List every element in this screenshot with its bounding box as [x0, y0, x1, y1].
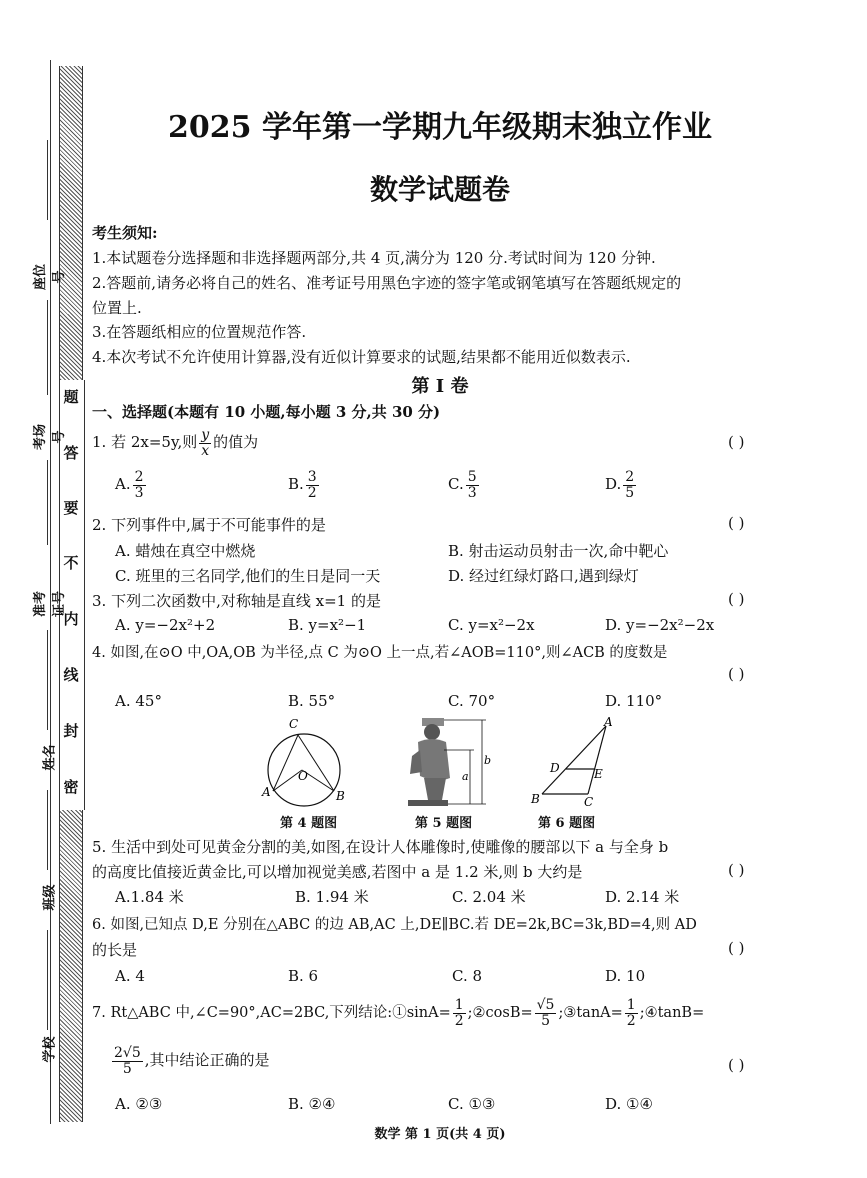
exam-room-line[interactable]: [47, 300, 48, 395]
q1-option-c[interactable]: C. $\frac{5}{3}$: [448, 469, 477, 501]
question-6-line2: 的长是: [92, 941, 138, 959]
question-1-stem: [92, 428, 258, 458]
figure-5-statue: [400, 716, 495, 810]
notice-item: 4.本次考试不允许使用计算器,没有近似计算要求的试题,结果都不能用近似数表示.: [92, 348, 631, 366]
page-title: 2025 学年第一学期九年级期末独立作业: [168, 110, 712, 145]
answer-paren[interactable]: ( ): [728, 433, 745, 451]
q5-option-a[interactable]: A.1.84 米: [115, 888, 184, 906]
q7-option-b[interactable]: B. ②④: [288, 1095, 336, 1113]
q5-option-c[interactable]: C. 2.04 米: [452, 888, 526, 906]
notice-heading: 考生须知:: [92, 224, 158, 242]
notice-item: 2.答题前,请务必将自己的姓名、准考证号用黑色字迹的签字笔或钢笔填写在答题纸规定的: [92, 274, 682, 292]
answer-paren[interactable]: ( ): [728, 590, 745, 608]
q6-option-a[interactable]: A. 4: [115, 967, 145, 985]
figure-4-circle: [258, 714, 358, 812]
seal-char: 线: [63, 666, 79, 684]
seal-char: 内: [63, 610, 79, 628]
seal-char: 答: [63, 444, 79, 462]
q5-option-b[interactable]: B. 1.94 米: [295, 888, 369, 906]
answer-paren[interactable]: ( ): [728, 861, 745, 879]
exam-room-label: 考场号: [33, 424, 67, 451]
question-3-stem: 3. 下列二次函数中,对称轴是直线 x=1 的是: [92, 592, 381, 610]
answer-paren[interactable]: ( ): [728, 665, 745, 683]
notice-item: 3.在答题纸相应的位置规范作答.: [92, 323, 307, 341]
question-6-line1: 6. 如图,已知点 D,E 分别在△ABC 的边 AB,AC 上,DE∥BC.若 DE=2k,BC=3k,BD=4,则 AD: [92, 917, 697, 933]
school-label: 学校: [42, 1036, 58, 1063]
q3-option-d[interactable]: D. y=−2x²−2x: [605, 616, 715, 634]
fig5-label-b: b: [484, 754, 492, 767]
q6-option-b[interactable]: B. 6: [288, 967, 319, 985]
question-7-line1: 7. Rt△ABC 中,∠C=90°,AC=2BC,下列结论:①sinA= $\frac{1}{2}$ ;②cosB= $\frac{√5}{5}$ ;③tanA= $\frac{1}{2}$ ;④tanB=: [92, 997, 705, 1029]
figure-4-caption: 第 4 题图: [280, 816, 338, 831]
seal-char: 封: [63, 722, 79, 740]
answer-paren[interactable]: ( ): [728, 939, 745, 957]
fig4-label-c: C: [289, 717, 299, 731]
class-label: 班级: [42, 884, 58, 911]
seal-char: 要: [63, 499, 79, 517]
seal-char: 题: [63, 388, 79, 406]
q4-option-d[interactable]: D. 110°: [605, 692, 663, 710]
q2-option-a[interactable]: A. 蜡烛在真空中燃烧: [115, 542, 256, 560]
q1-option-b[interactable]: B. $\frac{3}{2}$: [288, 469, 317, 501]
fig4-label-o: O: [298, 769, 308, 783]
question-4-stem: 4. 如图,在⊙O 中,OA,OB 为半径,点 C 为⊙O 上一点,若∠AOB=110°,则∠ACB 的度数是: [92, 645, 668, 661]
q6-option-c[interactable]: C. 8: [452, 967, 483, 985]
q1-stem-b: 的值为: [213, 433, 259, 452]
seal-char: 密: [63, 778, 79, 796]
volume-heading: 第 I 卷: [411, 376, 469, 397]
q6-option-d[interactable]: D. 10: [605, 967, 646, 985]
question-5-line1: 5. 生活中到处可见黄金分割的美,如图,在设计人体雕像时,使雕像的腰部以下 a 与全身 b: [92, 838, 669, 856]
q7-fraction-tanB: $\frac{2√5}{5}$: [114, 1045, 141, 1077]
fig6-label-e: E: [594, 767, 603, 781]
page-subtitle: 数学试题卷: [369, 173, 510, 206]
page-footer: 数学 第 1 页(共 4 页): [374, 1127, 506, 1142]
answer-paren[interactable]: ( ): [728, 514, 745, 532]
fig4-label-a: A: [262, 785, 271, 799]
section-heading: 一、选择题(本题有 10 小题,每小题 3 分,共 30 分): [92, 403, 441, 421]
fig6-label-c: C: [584, 795, 594, 809]
q5-option-d[interactable]: D. 2.14 米: [605, 888, 680, 906]
q3-option-c[interactable]: C. y=x²−2x: [448, 616, 535, 634]
q3-option-b[interactable]: B. y=x²−1: [288, 616, 367, 634]
q7-option-a[interactable]: A. ②③: [115, 1095, 163, 1113]
school-line[interactable]: [47, 930, 48, 1030]
q2-option-b[interactable]: B. 射击运动员射击一次,命中靶心: [448, 542, 669, 560]
name-line[interactable]: [47, 630, 48, 730]
answer-paren[interactable]: ( ): [728, 1056, 745, 1074]
figure-6-caption: 第 6 题图: [538, 816, 596, 831]
q2-option-d[interactable]: D. 经过红绿灯路口,遇到绿灯: [448, 567, 639, 585]
exam-id-label: 准考证号: [33, 591, 67, 618]
figure-5-caption: 第 5 题图: [415, 816, 473, 831]
figure-6-triangle: [528, 716, 618, 810]
notice-item: 1.本试题卷分选择题和非选择题两部分,共 4 页,满分为 120 分.考试时间为 120 分钟.: [92, 249, 656, 267]
q7-option-c[interactable]: C. ①③: [448, 1095, 496, 1113]
fig6-label-a: A: [604, 716, 613, 729]
q2-option-c[interactable]: C. 班里的三名同学,他们的生日是同一天: [115, 567, 381, 585]
fig6-label-b: B: [531, 792, 540, 806]
fig4-label-b: B: [336, 789, 345, 803]
q3-option-a[interactable]: A. y=−2x²+2: [115, 616, 216, 634]
fig5-label-a: a: [462, 770, 469, 783]
name-label: 姓名: [42, 744, 58, 771]
question-5-line2: 的高度比值接近黄金比,可以增加视觉美感,若图中 a 是 1.2 米,则 b 大约是: [92, 863, 583, 881]
q1-stem-a: 1. 若 2x=5y,则: [92, 433, 198, 452]
q7-option-d[interactable]: D. ①④: [605, 1095, 653, 1113]
question-2-stem: 2. 下列事件中,属于不可能事件的是: [92, 516, 326, 534]
exam-id-line[interactable]: [47, 460, 48, 545]
seat-number-label: 座位号: [33, 264, 67, 291]
q1-option-d[interactable]: D. $\frac{2}{5}$: [605, 469, 635, 501]
seat-number-line[interactable]: [47, 140, 48, 220]
q1-fraction: $\frac{y}{x}$: [201, 427, 210, 459]
class-line[interactable]: [47, 790, 48, 870]
q4-option-b[interactable]: B. 55°: [288, 692, 336, 710]
q1-option-a[interactable]: A. $\frac{2}{3}$: [115, 469, 144, 501]
q4-option-a[interactable]: A. 45°: [115, 692, 162, 710]
fig6-label-d: D: [550, 761, 560, 775]
q4-option-c[interactable]: C. 70°: [448, 692, 496, 710]
question-7-line2: $\frac{2√5}{5}$ ,其中结论正确的是: [114, 1045, 270, 1077]
notice-item: 位置上.: [92, 299, 142, 317]
seal-char: 不: [63, 554, 79, 572]
